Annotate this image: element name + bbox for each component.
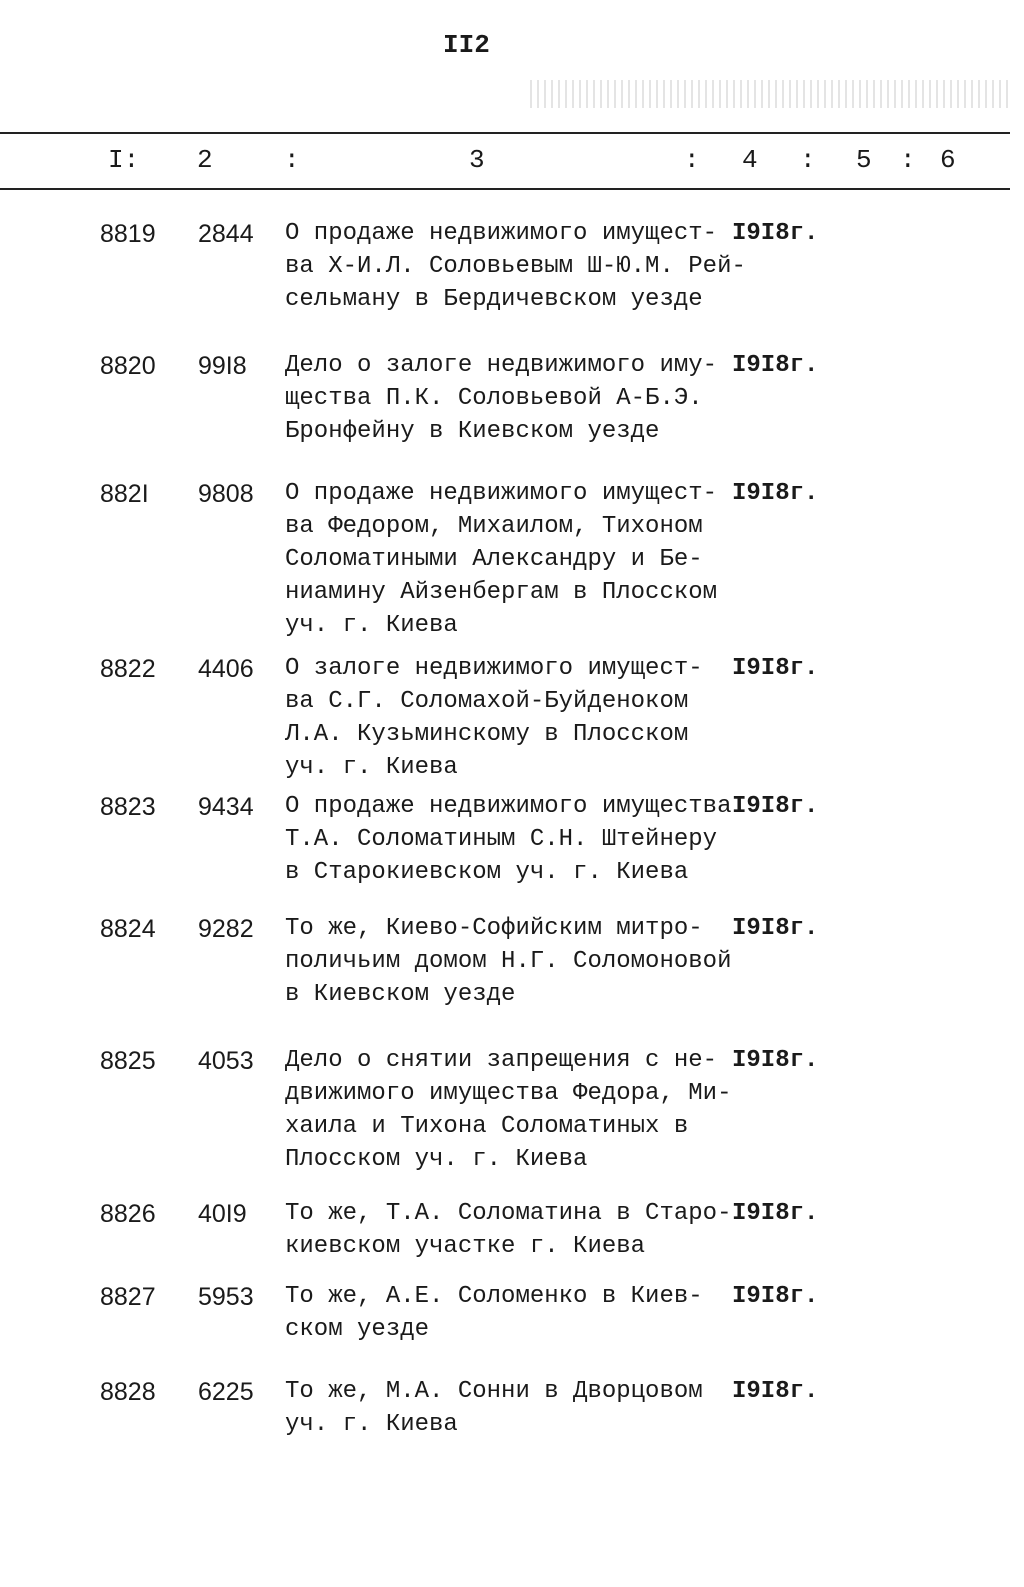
description-line: в Киевском уезде bbox=[285, 981, 516, 1008]
entry-year: I9I8г. bbox=[732, 655, 819, 682]
entry-code: 99I8 bbox=[198, 352, 247, 380]
col-sep: : bbox=[684, 145, 700, 175]
description-line: Дело о залоге недвижимого иму- bbox=[285, 352, 718, 379]
entry-code: 4406 bbox=[198, 655, 254, 683]
col-header-1: I: bbox=[108, 145, 140, 175]
entry-year: I9I8г. bbox=[732, 793, 819, 820]
description-line: ва С.Г. Соломахой-Буйденоком bbox=[285, 688, 689, 715]
col-sep: : bbox=[800, 145, 816, 175]
entry-code: 5953 bbox=[198, 1283, 254, 1311]
entry-year: I9I8г. bbox=[732, 915, 819, 942]
description-line: То же, Т.А. Соломатина в Старо- bbox=[285, 1200, 732, 1227]
entry-number: 882I bbox=[100, 480, 149, 508]
description-line: движимого имущества Федора, Ми- bbox=[285, 1080, 732, 1107]
col-sep: : bbox=[900, 145, 916, 175]
description-line: в Старокиевском уч. г. Киева bbox=[285, 859, 689, 886]
description-line: Соломатиными Александру и Бе- bbox=[285, 546, 703, 573]
entry-description bbox=[285, 352, 717, 451]
col-header-2: 2 bbox=[197, 145, 213, 175]
description-line: ском уезде bbox=[285, 1316, 430, 1343]
description-line: О продаже недвижимого имущест- bbox=[285, 480, 718, 507]
description-line: ва Федором, Михаилом, Тихоном bbox=[285, 513, 703, 540]
description-line: Т.А. Соломатиным С.Н. Штейнеру bbox=[285, 826, 718, 853]
entry-number: 8819 bbox=[100, 220, 156, 248]
description-line: Дело о снятии запрещения с не- bbox=[285, 1047, 718, 1074]
entry-year: I9I8г. bbox=[732, 480, 819, 507]
description-line: Бронфейну в Киевском уезде bbox=[285, 418, 660, 445]
entry-year: I9I8г. bbox=[732, 352, 819, 379]
col-header-4: 4 bbox=[742, 145, 758, 175]
col-sep: : bbox=[284, 145, 300, 175]
entry-year: I9I8г. bbox=[732, 1283, 819, 1310]
col-header-5: 5 bbox=[856, 145, 872, 175]
entry-number: 8823 bbox=[100, 793, 156, 821]
entry-description bbox=[285, 915, 731, 1014]
description-line: Плосском уч. г. Киева bbox=[285, 1146, 588, 1173]
entry-year: I9I8г. bbox=[732, 1047, 819, 1074]
entry-code: 9808 bbox=[198, 480, 254, 508]
entry-year: I9I8г. bbox=[732, 220, 819, 247]
description-line: То же, Киево-Софийским митро- bbox=[285, 915, 703, 942]
description-line: ва Х-И.Л. Соловьевым Ш-Ю.М. Рей- bbox=[285, 253, 746, 280]
description-line: киевском участке г. Киева bbox=[285, 1233, 646, 1260]
entry-description bbox=[285, 1283, 703, 1349]
description-line: уч. г. Киева bbox=[285, 1411, 458, 1438]
entry-number: 8827 bbox=[100, 1283, 156, 1311]
header-top-rule bbox=[0, 132, 1010, 134]
header-bottom-rule bbox=[0, 188, 1010, 190]
entry-code: 6225 bbox=[198, 1378, 254, 1406]
entry-number: 8822 bbox=[100, 655, 156, 683]
entry-number: 8824 bbox=[100, 915, 156, 943]
entry-description bbox=[285, 1200, 731, 1266]
entry-year: I9I8г. bbox=[732, 1378, 819, 1405]
description-line: щества П.К. Соловьевой А-Б.Э. bbox=[285, 385, 703, 412]
description-line: поличьим домом Н.Г. Соломоновой bbox=[285, 948, 732, 975]
col-header-6: 6 bbox=[940, 145, 956, 175]
entry-number: 8825 bbox=[100, 1047, 156, 1075]
col-header-3: 3 bbox=[469, 145, 485, 175]
entry-code: 40I9 bbox=[198, 1200, 247, 1228]
description-line: То же, М.А. Сонни в Дворцовом bbox=[285, 1378, 703, 1405]
page-number: II2 bbox=[443, 30, 490, 60]
description-line: О залоге недвижимого имущест- bbox=[285, 655, 703, 682]
description-line: О продаже недвижимого имущест- bbox=[285, 220, 718, 247]
entry-description bbox=[285, 480, 717, 645]
entry-description bbox=[285, 1378, 703, 1444]
entry-description bbox=[285, 655, 703, 787]
description-line: хаила и Тихона Соломатиных в bbox=[285, 1113, 689, 1140]
entry-code: 2844 bbox=[198, 220, 254, 248]
description-line: уч. г. Киева bbox=[285, 754, 458, 781]
description-line: ниамину Айзенбергам в Плосском bbox=[285, 579, 718, 606]
entry-description bbox=[285, 793, 731, 892]
description-line: О продаже недвижимого имущества bbox=[285, 793, 732, 820]
description-line: сельману в Бердичевском уезде bbox=[285, 286, 703, 313]
entry-description bbox=[285, 220, 746, 319]
entry-code: 4053 bbox=[198, 1047, 254, 1075]
entry-number: 8826 bbox=[100, 1200, 156, 1228]
entry-code: 9434 bbox=[198, 793, 254, 821]
entry-number: 8828 bbox=[100, 1378, 156, 1406]
entry-code: 9282 bbox=[198, 915, 254, 943]
entry-description bbox=[285, 1047, 731, 1179]
stamp-smudge bbox=[530, 80, 1010, 108]
description-line: уч. г. Киева bbox=[285, 612, 458, 639]
entry-number: 8820 bbox=[100, 352, 156, 380]
description-line: Л.А. Кузьминскому в Плосском bbox=[285, 721, 689, 748]
entry-year: I9I8г. bbox=[732, 1200, 819, 1227]
description-line: То же, А.Е. Соломенко в Киев- bbox=[285, 1283, 703, 1310]
